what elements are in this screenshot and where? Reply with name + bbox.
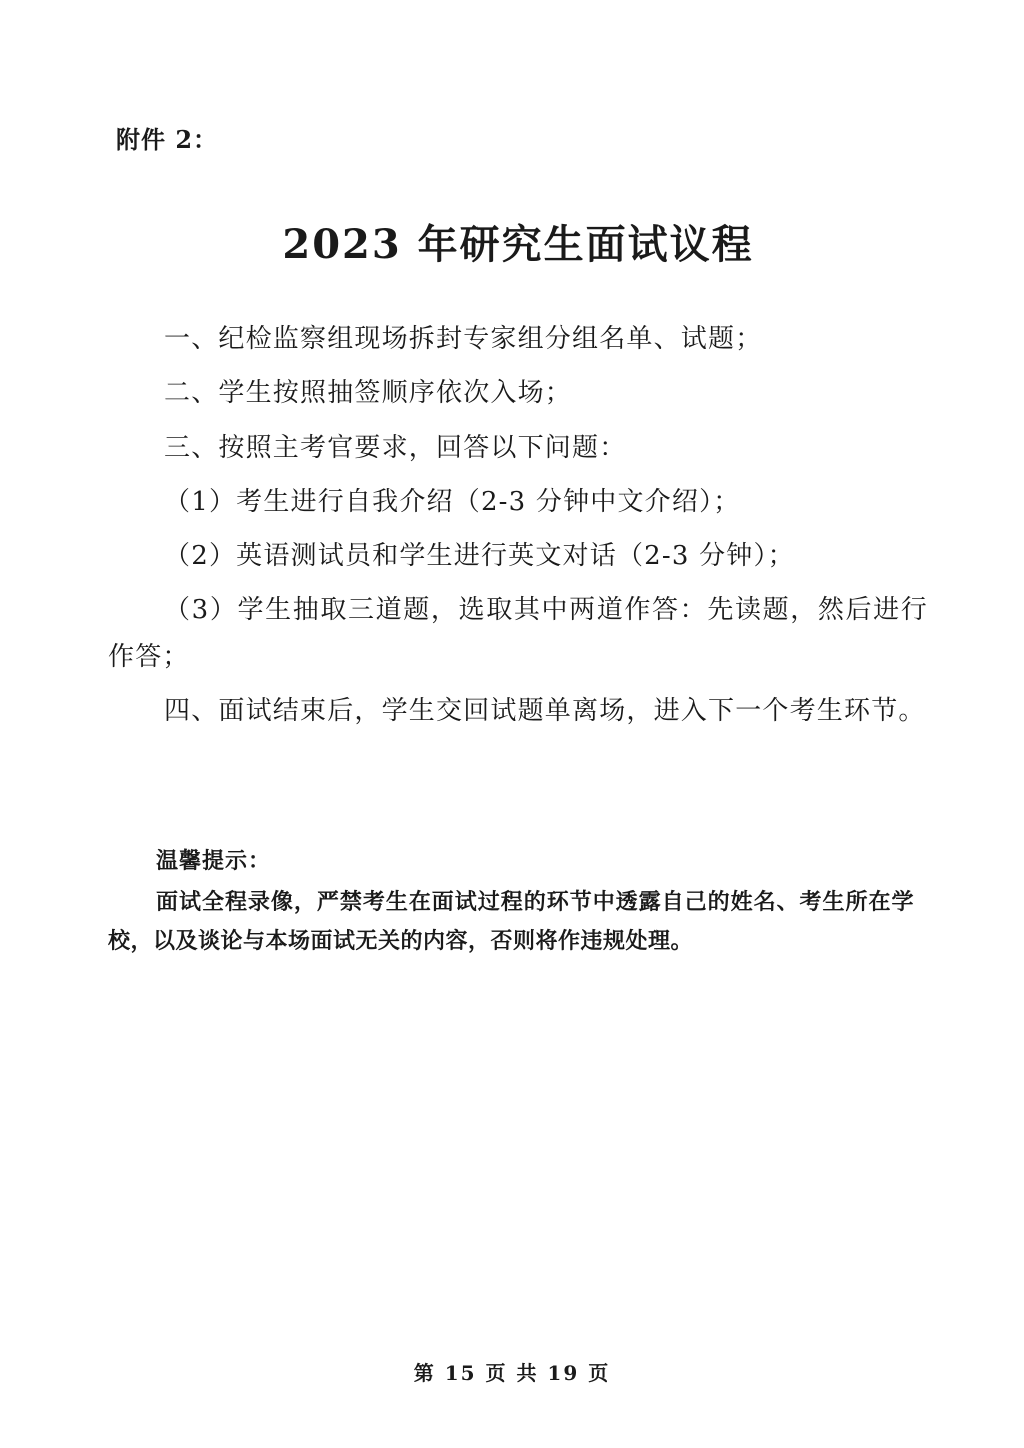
agenda-item: 四、面试结束后，学生交回试题单离场，进入下一个考生环节。 bbox=[164, 695, 926, 726]
agenda-item: 一、纪检监察组现场拆封专家组分组名单、试题； bbox=[164, 324, 763, 354]
agenda-item: 三、按照主考官要求，回答以下问题： bbox=[164, 432, 627, 463]
agenda-list bbox=[108, 316, 928, 734]
attachment-label: 附件 2： bbox=[116, 125, 219, 154]
tips-text: 面试全程录像，严禁考生在面试过程的环节中透露自己的姓名、考生所在学校，以及谈论与本场面试无关的内容，否则将作违规处理。 bbox=[108, 889, 914, 954]
tips-block bbox=[108, 844, 928, 960]
agenda-item: （1）考生进行自我介绍（2-3 分钟中文介绍）； bbox=[164, 486, 741, 517]
agenda-item: （3）学生抽取三道题，选取其中两道作答：先读题，然后进行作答； bbox=[108, 595, 928, 672]
tips-heading: 温馨提示： bbox=[156, 848, 272, 875]
agenda-item: 二、学生按照抽签顺序依次入场； bbox=[164, 378, 573, 409]
page-title: 2023 年研究生面试议程 bbox=[282, 221, 754, 268]
agenda-item: （2）英语测试员和学生进行英文对话（2-3 分钟）； bbox=[164, 541, 795, 572]
page-footer: 第 15 页 共 19 页 bbox=[413, 1361, 611, 1385]
